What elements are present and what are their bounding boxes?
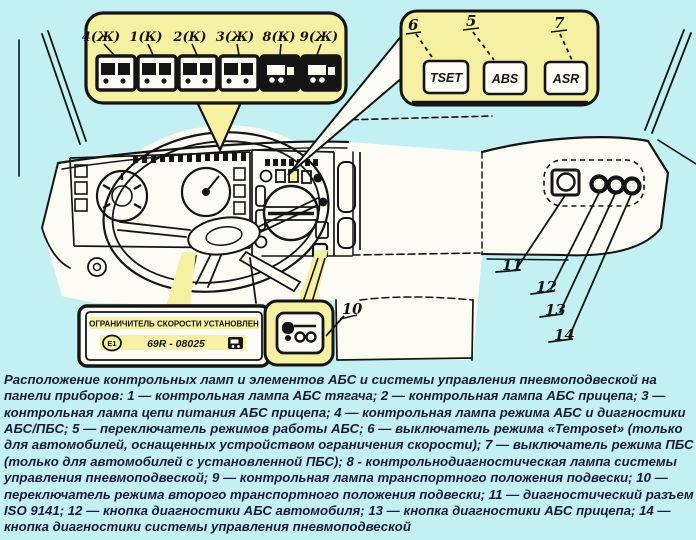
tractor-abs-lamp-icon	[97, 56, 135, 90]
lamp-label-3: 3(Ж)	[215, 30, 255, 45]
abs-mode-diagnostic-lamp-icon	[220, 56, 258, 90]
callout-number-5: 5	[466, 12, 477, 30]
figure-caption: Расположение контрольных ламп и элементов АБС и системы управления пневмоподвеской на панели приборов: 1 — контрольная лампа АБС тягача; 2 — контрольная лампа АБС прицепа; 3 — контрольная лампа цепи питания АБС прицепа; 4 — контрольная лампа режима АБС и диагностики АБС/ПБС; 5 — переключатель режимов работы АБС; 6 — выключатель режима «Temposet» (только для автомобилей, оснащенных устройством ограничения скорости); 7 — выключатель режима ПБС (только для автомобилей с установленной ПБС); 8 - контрольнодиагностическая лампа системы управления пневмоподвеской; 9 — контрольная лампа транспортного положения подвески; 10 — переключатель режима второго транспортного положения подвески; 11 — диагностический разъем ISO 9141; 12 — кнопка диагностики АБС автомобиля; 13 — кнопка диагностики АБС прицепа; 14 — кнопка диагностики системы управления пневмоподвеской	[4, 372, 694, 535]
abs-vehicle-diag-button-icon	[592, 177, 607, 192]
truck-mini-icon	[228, 337, 243, 349]
callout-number-11: 11	[502, 256, 523, 274]
callout-number-7: 7	[554, 14, 565, 32]
plate-code: 69R - 08025	[147, 338, 205, 350]
air-suspension-diagnostic-lamp-icon	[261, 56, 299, 90]
lamp-label-2: 2(К)	[173, 30, 207, 45]
suspension-diag-button-icon	[625, 179, 640, 194]
plate-title: ОГРАНИЧИТЕЛЬ СКОРОСТИ УСТАНОВЛЕН	[89, 319, 259, 329]
approval-mark: Е1	[107, 339, 117, 348]
lamp-label-1: 1(К)	[129, 30, 163, 45]
lamp-label-8: 8(К)	[262, 30, 296, 45]
callout-number-10: 10	[342, 301, 363, 318]
callout-number-6: 6	[408, 16, 419, 34]
switch-callout	[401, 11, 598, 105]
speed-limiter-plate	[79, 306, 269, 366]
callout-number-12: 12	[536, 278, 557, 296]
lamp-label-9: 9(Ж)	[299, 30, 339, 45]
lamp-label-4: 4(Ж)	[81, 30, 121, 45]
trailer-abs-lamp-icon	[138, 56, 176, 90]
asr-switch-label: ASR	[552, 72, 580, 86]
callout-number-13: 13	[545, 301, 566, 319]
lamp-callout	[82, 13, 346, 150]
callout-number-14: 14	[554, 326, 575, 344]
trailer-abs-power-lamp-icon	[179, 56, 217, 90]
abs-trailer-diag-button-icon	[609, 178, 624, 193]
abs-switch-label: ABS	[491, 72, 519, 86]
suspension-transport-position-lamp-icon	[302, 56, 340, 90]
temposet-switch-label: TSET	[430, 71, 462, 85]
heater-knob-icon	[264, 186, 318, 240]
tachometer-gauge-icon	[182, 168, 230, 216]
